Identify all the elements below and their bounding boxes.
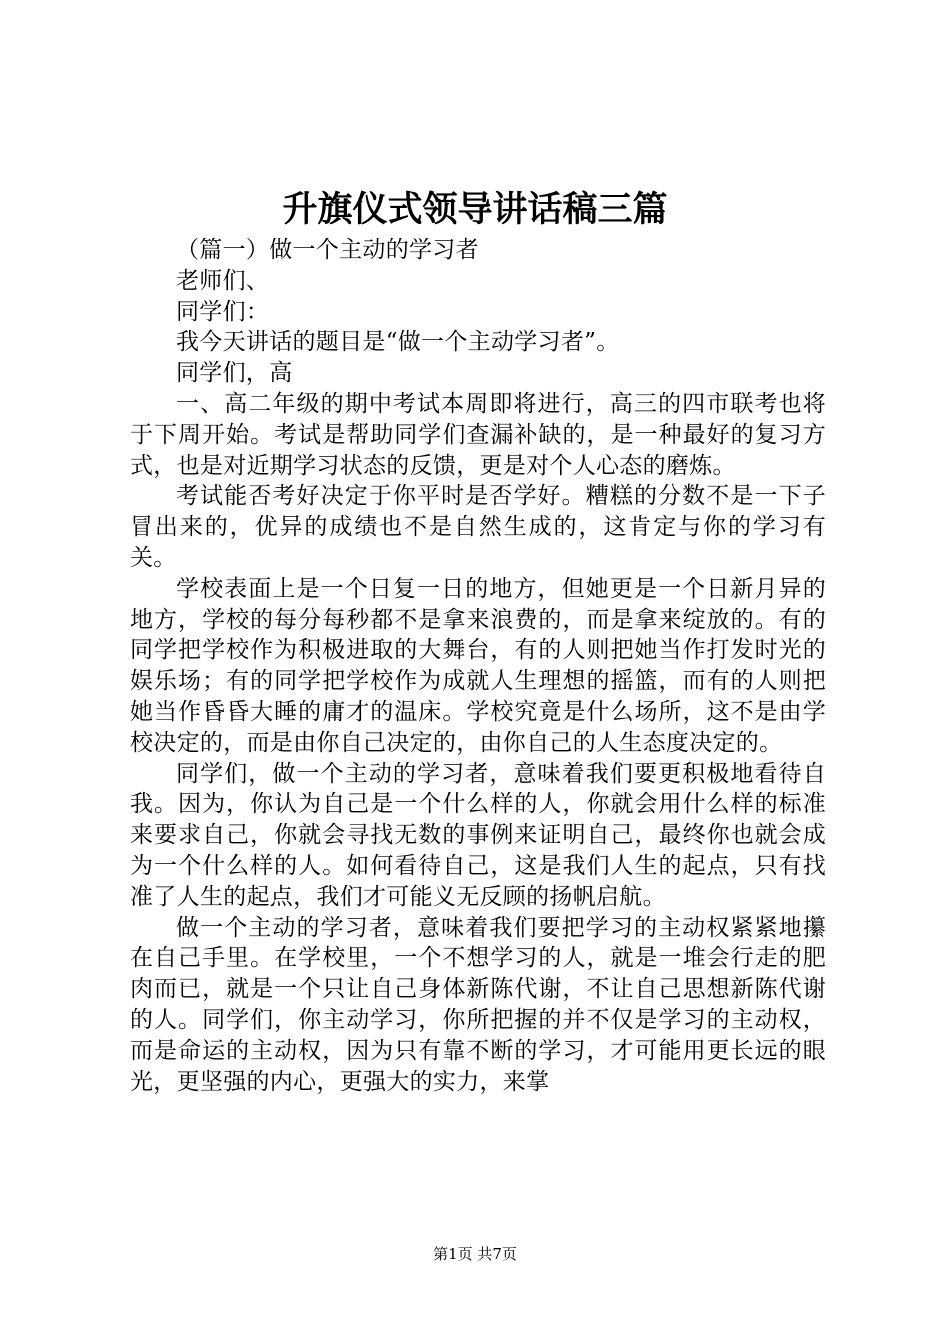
paragraph: 一、高二年级的期中考试本周即将进行，高三的四市联考也将于下周开始。考试是帮助同学们查漏补缺的，是一种最好的复习方式，也是对近期学习状态的反馈，更是对个人心态的磨炼。 <box>130 390 826 479</box>
salutation-students: 同学们： <box>176 298 270 325</box>
paragraph: 同学们，做一个主动的学习者，意味着我们要更积极地看待自我。因为，你认为自己是一个什么样的人，你就会用什么样的标准来要求自己，你就会寻找无数的事例来证明自己，最终你也就会成为一个什么样的人。如何看待自己，这是我们人生的起点，只有找准了人生的起点，我们才可能义无反顾的扬帆启航。 <box>130 760 826 910</box>
paragraph: 考试能否考好决定于你平时是否学好。糟糕的分数不是一下子冒出来的，优异的成绩也不是自然生成的，这肯定与你的学习有关。 <box>130 483 826 571</box>
document-title: 升旗仪式领导讲话稿三篇 <box>282 189 668 230</box>
paragraph: 学校表面上是一个日复一日的地方，但她更是一个日新月异的地方，学校的每分每秒都不是拿来浪费的，而是拿来绽放的。有的同学把学校作为积极进取的大舞台，有的人则把她当作打发时光的娱乐场；有的同学把学校作为成就人生理想的摇篮，而有的人则把她当作昏昏大睡的庸才的温床。学校究竟是什么场所，这不是由学校决定的，而是由你自己决定的，由你自己的人生态度决定的。 <box>130 575 826 756</box>
section-heading: （篇一）做一个主动的学习者 <box>176 237 479 263</box>
page-number-footer: 第1页 共7页 <box>433 1245 517 1263</box>
paragraph: 同学们，高 <box>176 360 293 387</box>
paragraph: 做一个主动的学习者，意味着我们要把学习的主动权紧紧地攥在自己手里。在学校里，一个不想学习的人，就是一堆会行走的肥肉而已，就是一个只让自己身体新陈代谢，不让自己思想新陈代谢的人。同学们，你主动学习，你所把握的并不仅是学习的主动权，而是命运的主动权，因为只有靠不断的学习，才可能用更长远的眼光，更坚强的内心，更强大的实力，来掌 <box>130 914 826 1095</box>
salutation-teachers: 老师们、 <box>176 267 270 294</box>
speech-topic: 我今天讲话的题目是“做一个主动学习者”。 <box>176 329 620 356</box>
document-body <box>130 235 826 1097</box>
